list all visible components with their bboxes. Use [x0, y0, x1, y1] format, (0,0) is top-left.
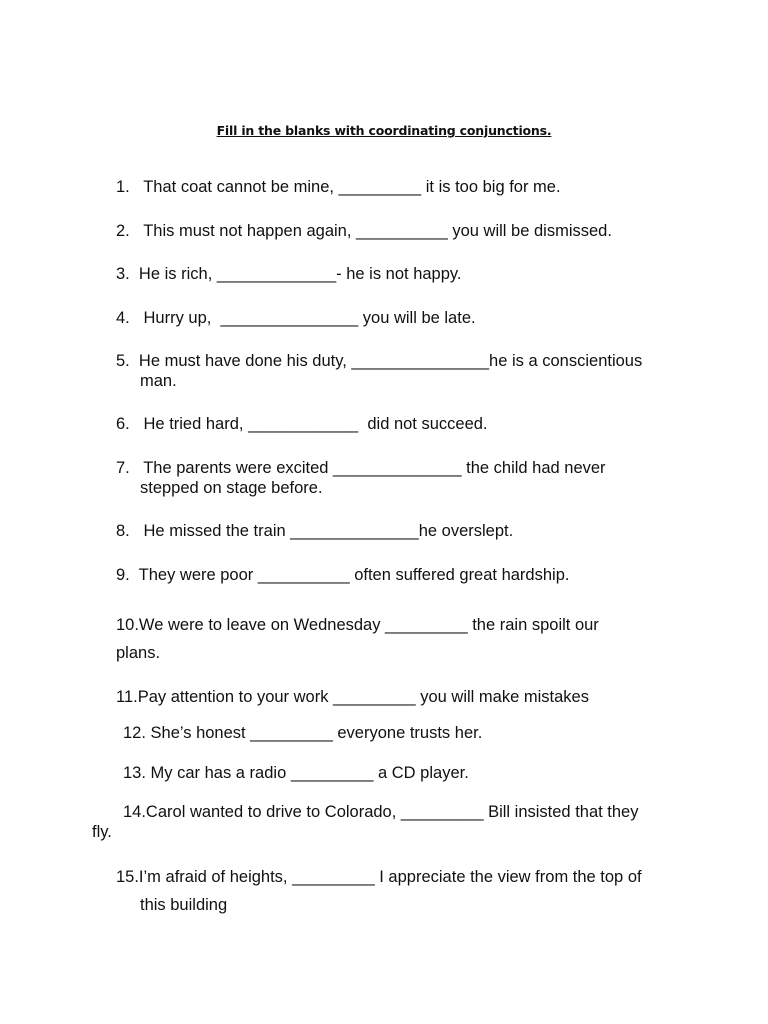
- question-14-line-1: 14.Carol wanted to drive to Colorado, _________ Bill insisted that they: [123, 803, 639, 821]
- question-2: 2. This must not happen again, __________ you will be dismissed.: [116, 222, 612, 240]
- question-5-line-1: 5. He must have done his duty, _______________he is a conscientious: [116, 352, 643, 370]
- question-7-line-1: 7. The parents were excited ______________ the child had never: [116, 459, 606, 477]
- question-10-line-2: plans.: [116, 644, 161, 662]
- question-15-line-1: 15.I’m afraid of heights, _________ I appreciate the view from the top of: [116, 868, 642, 886]
- question-8: 8. He missed the train ______________he overslept.: [116, 522, 514, 540]
- question-3: 3. He is rich, _____________- he is not happy.: [116, 265, 462, 283]
- question-6: 6. He tried hard, ____________ did not succeed.: [116, 415, 488, 433]
- question-7-line-2: stepped on stage before.: [140, 479, 323, 497]
- question-14-line-2: fly.: [92, 823, 112, 841]
- question-5-line-2: man.: [140, 372, 177, 390]
- question-1: 1. That coat cannot be mine, _________ it is too big for me.: [116, 178, 561, 196]
- question-4: 4. Hurry up, _______________ you will be late.: [116, 309, 476, 327]
- question-10-line-1: 10.We were to leave on Wednesday _________ the rain spoilt our: [116, 616, 599, 634]
- question-13: 13. My car has a radio _________ a CD player.: [123, 764, 469, 782]
- question-12: 12. She’s honest _________ everyone trusts her.: [123, 724, 483, 742]
- worksheet-title: Fill in the blanks with coordinating conjunctions.: [216, 123, 552, 138]
- question-9: 9. They were poor __________ often suffered great hardship.: [116, 566, 570, 584]
- question-15-line-2: this building: [140, 896, 228, 914]
- question-11: 11.Pay attention to your work _________ you will make mistakes: [116, 688, 589, 706]
